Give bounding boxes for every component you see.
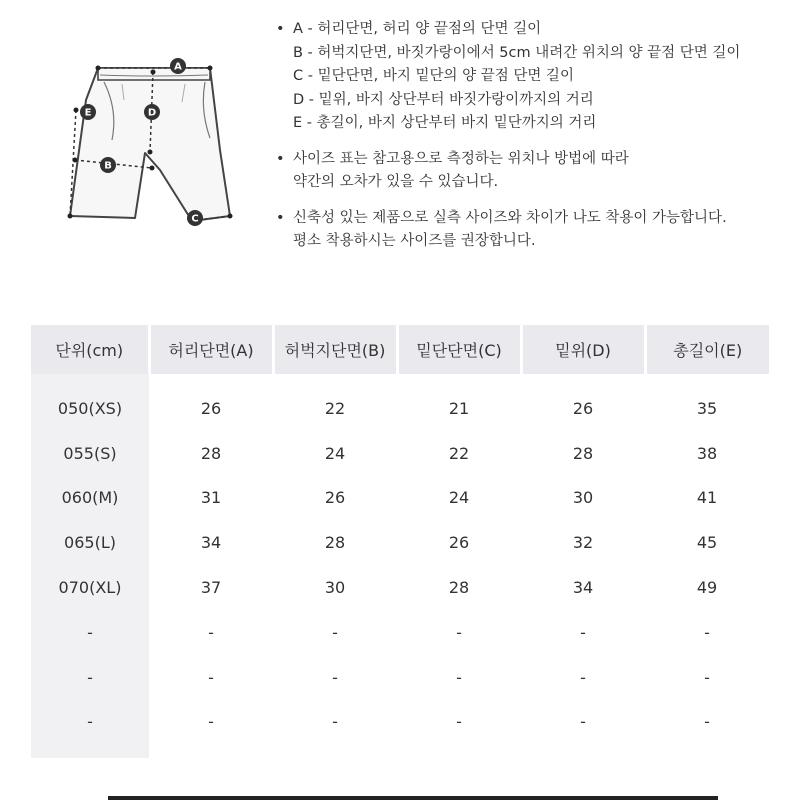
cell-value: -	[704, 712, 710, 732]
header-hem: 밑단단면(C)	[397, 325, 521, 374]
cell-size: -	[31, 700, 149, 745]
table-row	[31, 476, 769, 521]
cell-value: 32	[572, 533, 594, 553]
table-row	[31, 610, 769, 655]
cell-value: 28	[324, 533, 346, 553]
cell-value: 41	[696, 488, 718, 508]
cell-value: 34	[200, 533, 222, 553]
cell-value: 22	[324, 398, 346, 418]
cell-value: 28	[200, 443, 222, 463]
table-spacer	[31, 374, 769, 386]
cell-value: 24	[448, 488, 470, 508]
label-d-text: D	[147, 107, 157, 119]
label-c-text: C	[191, 213, 199, 225]
cell-value: 26	[448, 533, 470, 553]
table-row	[31, 655, 769, 700]
header-unit: 단위(cm)	[31, 325, 149, 374]
cell-value: -	[208, 667, 214, 687]
cell-size: 060(M)	[31, 476, 149, 521]
table-row	[31, 700, 769, 745]
cell-value: 45	[696, 533, 718, 553]
cell-value: 49	[696, 578, 718, 598]
cell-size: -	[31, 655, 149, 700]
cell-value: 30	[572, 488, 594, 508]
note-measurement-definitions	[276, 18, 791, 136]
cell-value: 38	[696, 443, 718, 463]
bullet: •	[276, 150, 285, 167]
label-e-text: E	[84, 107, 92, 119]
size-table	[31, 325, 769, 758]
note-stretch-fit	[276, 207, 791, 254]
note-line: A - 허리단면, 허리 양 끝점의 단면 길이	[293, 21, 542, 37]
header-waist: 허리단면(A)	[149, 325, 273, 374]
cell-value: 34	[572, 578, 594, 598]
cell-value: 37	[200, 578, 222, 598]
cell-value: -	[332, 667, 338, 687]
note-line: 약간의 오차가 있을 수 있습니다.	[293, 174, 499, 190]
cell-value: 26	[200, 398, 222, 418]
cell-value: -	[580, 712, 586, 732]
table-row	[31, 565, 769, 610]
bullet: •	[276, 21, 285, 37]
table-header-row	[31, 325, 769, 374]
bullet: •	[276, 209, 285, 226]
cell-size: -	[31, 610, 149, 655]
table-spacer	[31, 744, 769, 758]
cell-value: -	[208, 712, 214, 732]
table-row	[31, 520, 769, 565]
note-line: 신축성 있는 제품으로 실측 사이즈와 차이가 나도 착용이 가능합니다.	[293, 209, 727, 226]
cell-value: 28	[572, 443, 594, 463]
cell-value: 26	[324, 488, 346, 508]
cell-value: 26	[572, 398, 594, 418]
note-line: E - 총길이, 바지 상단부터 바지 밑단까지의 거리	[293, 115, 597, 131]
cell-value: 35	[696, 398, 718, 418]
label-a-text: A	[174, 61, 182, 73]
cell-size: 050(XS)	[31, 386, 149, 431]
cell-value: -	[208, 622, 214, 642]
cell-value: -	[332, 712, 338, 732]
cell-value: -	[580, 667, 586, 687]
header-thigh: 허벅지단면(B)	[273, 325, 397, 374]
table-body	[31, 374, 769, 758]
table-row	[31, 386, 769, 431]
cell-size: 055(S)	[31, 431, 149, 476]
cell-value: -	[704, 622, 710, 642]
header-total-length: 총길이(E)	[645, 325, 769, 374]
table-row	[31, 431, 769, 476]
cell-size: 070(XL)	[31, 565, 149, 610]
cell-value: 28	[448, 578, 470, 598]
cell-value: 24	[324, 443, 346, 463]
cell-value: -	[580, 622, 586, 642]
shorts-measurement-diagram	[60, 40, 250, 240]
bottom-divider-bar	[108, 796, 718, 800]
cell-value: -	[704, 667, 710, 687]
cell-value: 30	[324, 578, 346, 598]
note-line: C - 밑단단면, 바지 밑단의 양 끝점 단면 길이	[293, 68, 574, 84]
measurement-notes	[276, 18, 791, 266]
note-line: 평소 착용하시는 사이즈를 권장합니다.	[293, 233, 536, 249]
label-b-text: B	[104, 160, 112, 172]
cell-value: -	[456, 622, 462, 642]
cell-value: -	[456, 712, 462, 732]
cell-value: -	[332, 622, 338, 642]
header-rise: 밑위(D)	[521, 325, 645, 374]
cell-value: 22	[448, 443, 470, 463]
note-size-chart-disclaimer	[276, 148, 791, 195]
cell-size: 065(L)	[31, 520, 149, 565]
note-line: 사이즈 표는 참고용으로 측정하는 위치나 방법에 따라	[293, 150, 629, 167]
note-line: B - 허벅지단면, 바짓가랑이에서 5cm 내려간 위치의 양 끝점 단면 길이	[293, 44, 741, 61]
cell-value: 21	[448, 398, 470, 418]
cell-value: 31	[200, 488, 222, 508]
note-line: D - 밑위, 바지 상단부터 바짓가랑이까지의 거리	[293, 91, 594, 108]
cell-value: -	[456, 667, 462, 687]
